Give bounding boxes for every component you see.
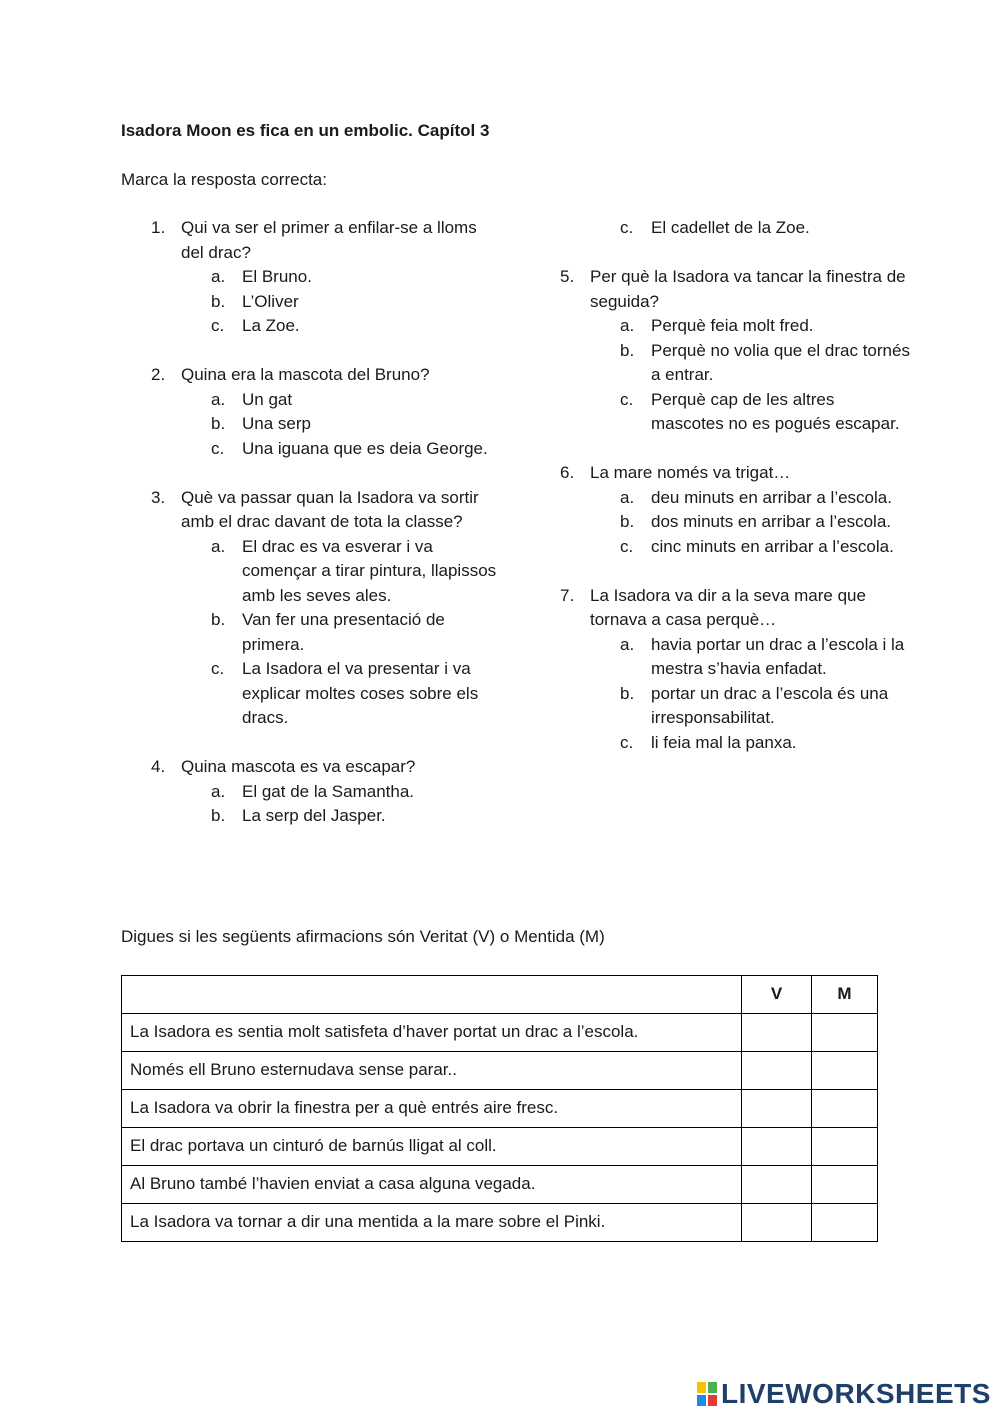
answer-option[interactable] <box>530 314 910 339</box>
option-letter: a. <box>620 316 635 335</box>
question-text: Què va passar quan la Isadora va sortir amb el drac davant de tota la classe? <box>181 487 479 531</box>
option-text: La Isadora el va presentar i va explicar moltes coses sobre els dracs. <box>242 659 479 727</box>
answer-option[interactable] <box>530 486 910 511</box>
true-false-instruction: Digues si les següents afirmacions són Veritat (V) o Mentida (M) <box>121 927 605 946</box>
instruction-text: Marca la resposta correcta: <box>121 170 327 189</box>
table-row <box>122 1166 878 1204</box>
answer-option[interactable] <box>121 412 501 437</box>
option-text: La Zoe. <box>242 316 300 335</box>
answer-option[interactable] <box>530 216 910 241</box>
answer-cell-m[interactable] <box>812 1052 878 1090</box>
option-letter: a. <box>620 487 635 507</box>
option-text: Perquè no volia que el drac tornés a entrar. <box>651 340 910 384</box>
option-text: El drac es va esverar i va començar a tirar pintura, llapissos amb les seves ales. <box>242 536 497 605</box>
answer-cell-v[interactable] <box>742 1166 812 1204</box>
answer-cell-v[interactable] <box>742 1204 812 1242</box>
option-letter: b. <box>211 414 226 433</box>
statement-cell: Al Bruno també l’havien enviat a casa alguna vegada. <box>122 1166 742 1204</box>
option-letter: c. <box>211 438 225 458</box>
option-text: Una serp <box>242 414 311 433</box>
option-letter: b. <box>620 340 635 360</box>
answer-option[interactable] <box>121 608 501 657</box>
column-header-v: V <box>742 976 812 1014</box>
statement-cell: El drac portava un cinturó de barnús lligat al coll. <box>122 1128 742 1166</box>
option-text: Un gat <box>242 389 293 409</box>
question-number: 4. <box>151 757 166 776</box>
question-7 <box>530 584 910 633</box>
worksheet-title: Isadora Moon es fica en un embolic. Capítol 3 <box>121 121 490 140</box>
question-1 <box>121 216 501 265</box>
option-letter: b. <box>620 512 635 531</box>
option-text: cinc minuts en arribar a l’escola. <box>651 536 894 556</box>
option-letter: a. <box>211 536 226 556</box>
table-row <box>122 1090 878 1128</box>
question-3 <box>121 486 501 535</box>
answer-option[interactable] <box>121 314 501 339</box>
question-number: 3. <box>151 487 166 507</box>
answer-option[interactable] <box>121 437 501 462</box>
question-number: 5. <box>560 267 575 286</box>
question-text: Per què la Isadora va tancar la finestra de seguida? <box>590 267 906 311</box>
logo-text: LIVEWORKSHEETS <box>721 1377 991 1409</box>
logo-mark-icon <box>697 1381 719 1407</box>
option-letter: c. <box>620 732 634 752</box>
answer-cell-m[interactable] <box>812 1204 878 1242</box>
answer-option[interactable] <box>121 265 501 290</box>
table-row <box>122 1014 878 1052</box>
questions-left-column <box>121 216 501 829</box>
option-text: Perquè cap de les altres mascotes no es pogués escapar. <box>651 389 900 433</box>
option-text: havia portar un drac a l’escola i la mestra s’havia enfadat. <box>651 634 905 678</box>
table-row <box>122 1128 878 1166</box>
answer-option[interactable] <box>530 682 910 731</box>
option-letter: a. <box>211 389 226 409</box>
option-letter: c. <box>620 536 634 556</box>
statement-cell: La Isadora va obrir la finestra per a què entrés aire fresc. <box>122 1090 742 1128</box>
questions-right-column <box>530 216 910 755</box>
question-number: 2. <box>151 365 166 384</box>
answer-option[interactable] <box>121 535 501 609</box>
question-4 <box>121 755 501 780</box>
question-text: Qui va ser el primer a enfilar-se a lloms del drac? <box>181 218 477 262</box>
table-row <box>122 1052 878 1090</box>
question-text: Quina mascota es va escapar? <box>181 757 416 776</box>
answer-cell-v[interactable] <box>742 1014 812 1052</box>
column-header-m: M <box>812 976 878 1014</box>
question-text: La mare només va trigat… <box>590 463 791 482</box>
question-6 <box>530 461 910 486</box>
option-text: L’Oliver <box>242 291 299 311</box>
true-false-table <box>121 975 878 1242</box>
option-letter: a. <box>620 634 635 654</box>
option-text: El cadellet de la Zoe. <box>651 218 810 237</box>
option-letter: c. <box>211 316 225 335</box>
option-text: La serp del Jasper. <box>242 806 386 825</box>
option-text: deu minuts en arribar a l’escola. <box>651 487 892 507</box>
logo-square-icon <box>708 1395 717 1406</box>
logo-square-icon <box>697 1395 706 1406</box>
option-text: Van fer una presentació de primera. <box>242 610 445 654</box>
question-5 <box>530 265 910 314</box>
option-letter: a. <box>211 781 226 801</box>
question-text: Quina era la mascota del Bruno? <box>181 365 430 384</box>
answer-option[interactable] <box>530 535 910 560</box>
statement-cell: La Isadora es sentia molt satisfeta d’haver portat un drac a l’escola. <box>122 1014 742 1052</box>
answer-option[interactable] <box>530 731 910 756</box>
option-text: dos minuts en arribar a l’escola. <box>651 512 892 531</box>
answer-cell-m[interactable] <box>812 1090 878 1128</box>
statement-header-cell <box>122 976 742 1014</box>
option-letter: a. <box>211 267 226 286</box>
option-letter: b. <box>211 291 226 311</box>
option-text: El gat de la Samantha. <box>242 781 415 801</box>
answer-cell-m[interactable] <box>812 1128 878 1166</box>
option-text: Una iguana que es deia George. <box>242 438 488 458</box>
logo-square-icon <box>697 1382 706 1393</box>
statement-cell: Només ell Bruno esternudava sense parar.. <box>122 1052 742 1090</box>
question-2 <box>121 363 501 388</box>
option-letter: c. <box>620 389 634 409</box>
answer-cell-m[interactable] <box>812 1014 878 1052</box>
question-number: 7. <box>560 585 575 605</box>
answer-option[interactable] <box>121 804 501 829</box>
option-letter: b. <box>620 683 635 703</box>
option-letter: c. <box>211 659 225 678</box>
question-number: 6. <box>560 463 575 482</box>
answer-cell-v[interactable] <box>742 1128 812 1166</box>
answer-option[interactable] <box>530 388 910 437</box>
option-text: Perquè feia molt fred. <box>651 316 814 335</box>
liveworksheets-logo <box>697 1379 991 1409</box>
answer-cell-v[interactable] <box>742 1090 812 1128</box>
logo-square-icon <box>708 1382 717 1393</box>
answer-option[interactable] <box>530 633 910 682</box>
statement-cell: La Isadora va tornar a dir una mentida a la mare sobre el Pinki. <box>122 1204 742 1242</box>
answer-cell-m[interactable] <box>812 1166 878 1204</box>
question-number: 1. <box>151 218 166 237</box>
answer-option[interactable] <box>530 510 910 535</box>
option-letter: b. <box>211 610 226 629</box>
table-header-row <box>122 976 878 1014</box>
answer-cell-v[interactable] <box>742 1052 812 1090</box>
question-text: La Isadora va dir a la seva mare que tornava a casa perquè… <box>590 585 866 629</box>
option-letter: b. <box>211 806 226 825</box>
answer-option[interactable] <box>121 780 501 805</box>
option-text: li feia mal la panxa. <box>651 732 797 752</box>
option-letter: c. <box>620 218 634 237</box>
answer-option[interactable] <box>121 290 501 315</box>
table-row <box>122 1204 878 1242</box>
answer-option[interactable] <box>121 388 501 413</box>
answer-option[interactable] <box>121 657 501 731</box>
option-text: portar un drac a l’escola és una irresponsabilitat. <box>651 683 889 727</box>
answer-option[interactable] <box>530 339 910 388</box>
option-text: El Bruno. <box>242 267 312 286</box>
